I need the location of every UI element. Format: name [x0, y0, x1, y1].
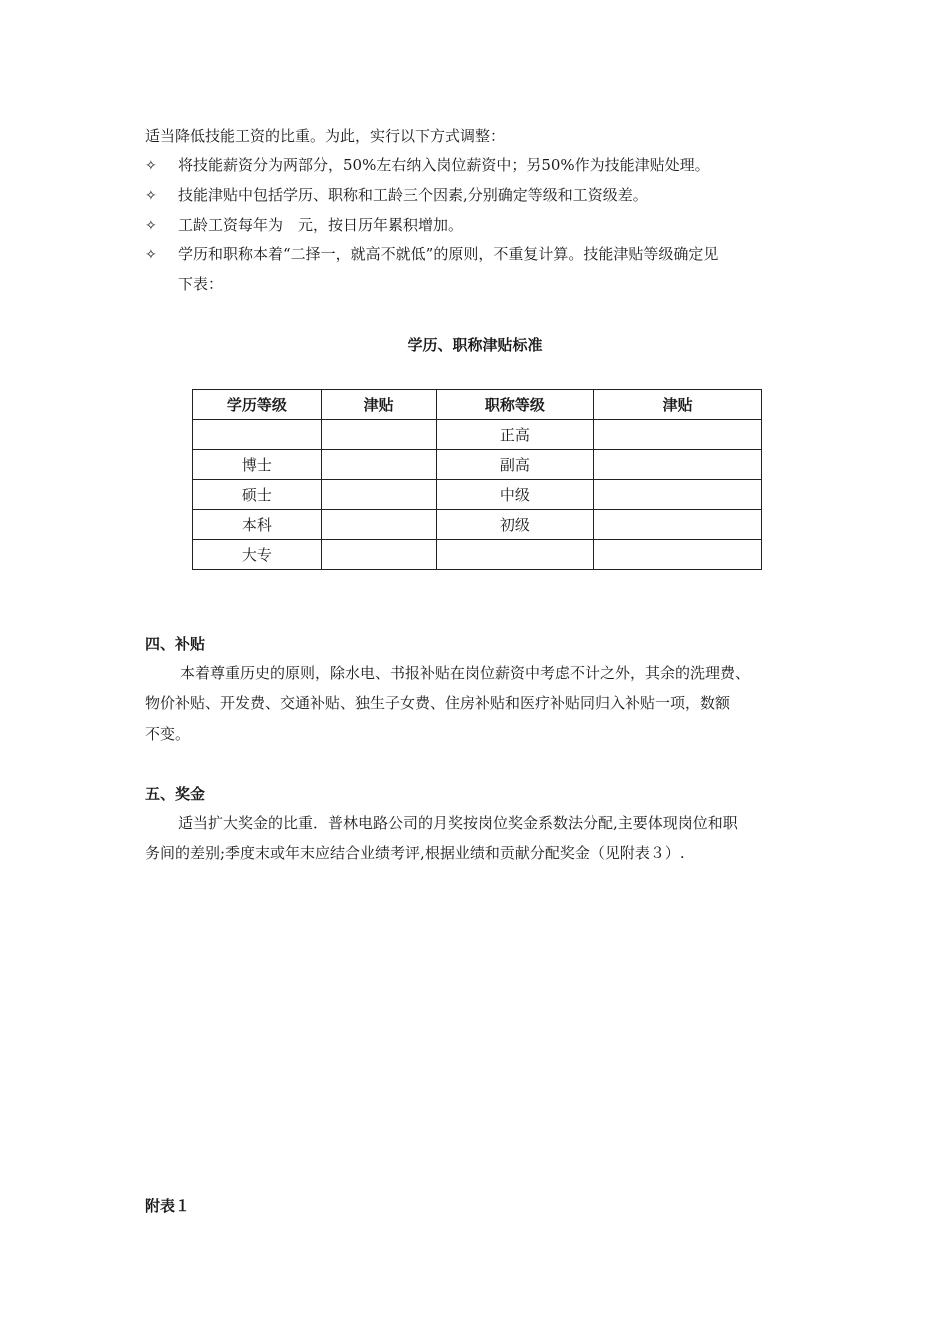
header-title-level: 职称等级 — [436, 390, 594, 420]
paragraph-line: 本着尊重历史的原则，除水电、书报补贴在岗位薪资中考虑不计之外，其余的洗理费、 — [180, 664, 751, 682]
table-cell — [193, 420, 322, 450]
bullet-text: 工龄工资每年为 元，按日历年累积增加。 — [178, 216, 464, 234]
paragraph-line: 物价补贴、开发费、交通补贴、独生子女费、住房补贴和医疗补贴同归入补贴一项，数额 — [145, 694, 731, 712]
table-cell — [594, 480, 762, 510]
table-row — [193, 540, 762, 570]
section-heading-bonus: 五、奖金 — [145, 785, 206, 803]
bullet-item — [145, 185, 648, 206]
paragraph-line: 务间的差别;季度末或年末应结合业绩考评,根据业绩和贡献分配奖金（见附表３）. — [145, 844, 685, 862]
bullet-item — [145, 215, 463, 236]
table-row — [193, 420, 762, 450]
table-cell — [594, 420, 762, 450]
table-cell: 本科 — [193, 510, 322, 540]
diamond-bullet-icon: ✧ — [145, 188, 157, 204]
bullet-text: 技能津贴中包括学历、职称和工龄三个因素,分别确定等级和工资级差。 — [178, 186, 648, 204]
table-cell — [321, 450, 436, 480]
table-cell: 初级 — [436, 510, 594, 540]
table-cell — [594, 450, 762, 480]
table-cell: 博士 — [193, 450, 322, 480]
table-cell: 硕士 — [193, 480, 322, 510]
diamond-bullet-icon: ✧ — [145, 247, 157, 263]
header-allowance: 津贴 — [594, 390, 762, 420]
table-header-row — [193, 390, 762, 420]
paragraph-line: 不变。 — [145, 725, 191, 743]
table-cell: 副高 — [436, 450, 594, 480]
table-row — [193, 510, 762, 540]
diamond-bullet-icon: ✧ — [145, 218, 157, 234]
table-cell — [436, 540, 594, 570]
table-cell: 中级 — [436, 480, 594, 510]
table-cell — [321, 420, 436, 450]
header-allowance: 津贴 — [321, 390, 436, 420]
paragraph-line: 适当扩大奖金的比重．普林电路公司的月奖按岗位奖金系数法分配,主要体现岗位和职 — [178, 814, 738, 832]
table-cell — [594, 510, 762, 540]
table-row — [193, 450, 762, 480]
bullet-text: 将技能薪资分为两部分，50%左右纳入岗位薪资中；另50%作为技能津贴处理。 — [178, 156, 710, 174]
table-title: 学历、职称津贴标准 — [407, 336, 543, 354]
table-cell — [321, 510, 436, 540]
header-education-level: 学历等级 — [193, 390, 322, 420]
diamond-bullet-icon: ✧ — [145, 158, 157, 174]
table-cell — [321, 480, 436, 510]
table-row — [193, 480, 762, 510]
allowance-table — [192, 389, 762, 570]
intro-line: 适当降低技能工资的比重。为此，实行以下方式调整： — [145, 127, 506, 145]
table-cell — [321, 540, 436, 570]
bullet-text: 学历和职称本着“二择一，就高不就低”的原则，不重复计算。技能津贴等级确定见 — [178, 245, 719, 263]
table-cell — [594, 540, 762, 570]
bullet-item — [145, 155, 710, 176]
section-heading-subsidy: 四、补贴 — [145, 635, 206, 653]
table-cell: 大专 — [193, 540, 322, 570]
bullet-continuation: 下表： — [178, 275, 224, 293]
bullet-item — [145, 244, 718, 265]
appendix-label: 附表１ — [145, 1197, 191, 1215]
table-cell: 正高 — [436, 420, 594, 450]
